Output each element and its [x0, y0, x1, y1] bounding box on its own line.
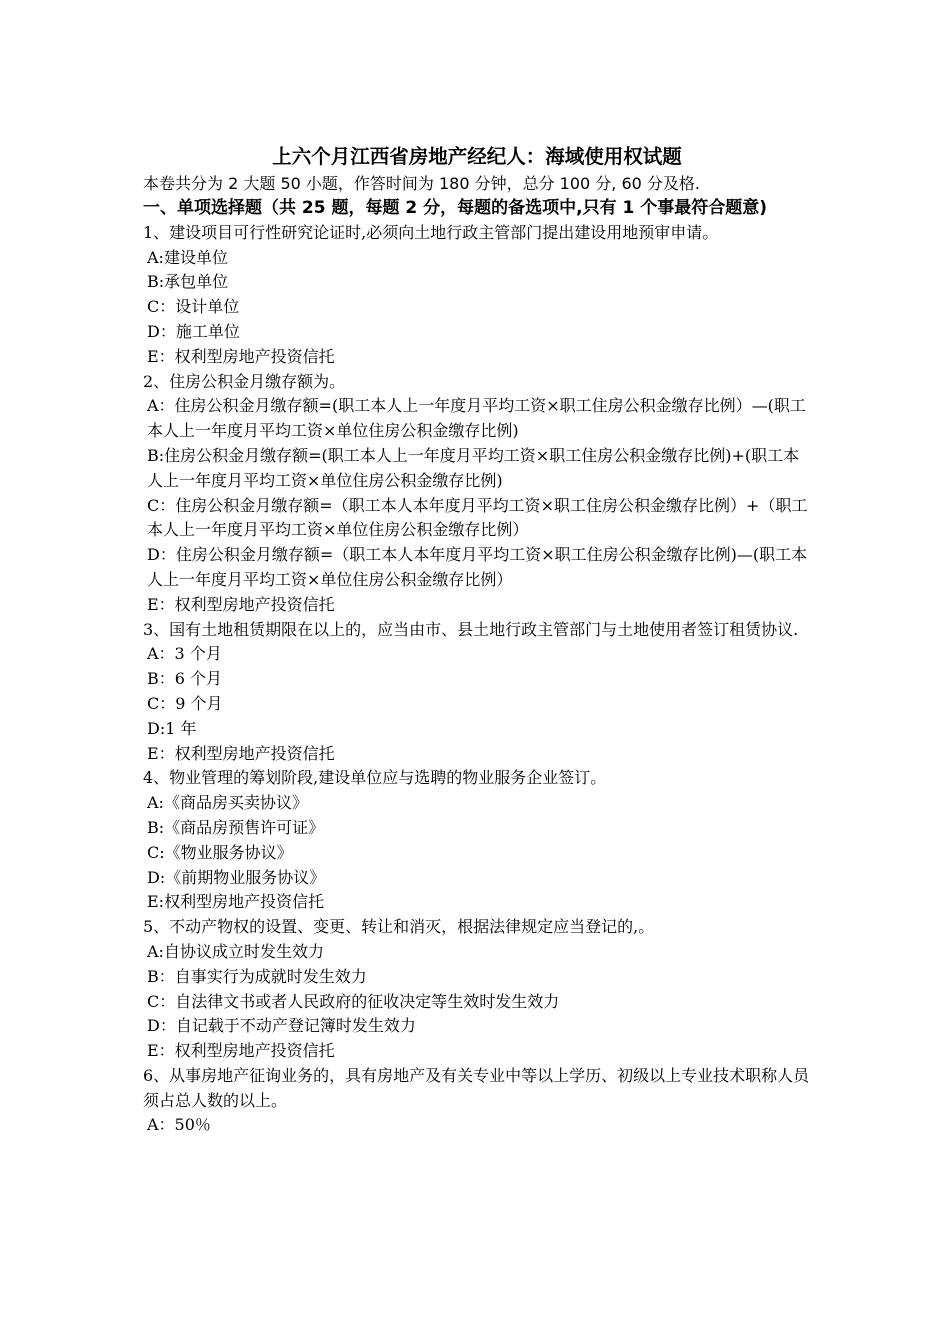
option-e: E：权利型房地产投资信托 [147, 743, 335, 763]
option-e: E：权利型房地产投资信托 [147, 1041, 335, 1061]
option-d: D：施工单位 [147, 321, 240, 341]
option-b: B：自事实行为成就时发生效力 [147, 966, 367, 986]
option-c: C：住房公积金月缴存额=（职工本人本年度月平均工资×职工住房公积金缴存比例）+（职工本人上一年度月平均工资×单位住房公积金缴存比例） [147, 495, 808, 540]
option-d: D：住房公积金月缴存额=（职工本人本年度月平均工资×职工住房公积金缴存比例)—(职工本人上一年度月平均工资×单位住房公积金缴存比例） [147, 545, 808, 589]
option-c: C:《物业服务协议》 [147, 842, 293, 862]
question-text: 2、住房公积金月缴存额为。 [143, 371, 346, 391]
option-c: C：自法律文书或者人民政府的征收决定等生效时发生效力 [147, 991, 560, 1011]
option-b: B:住房公积金月缴存额=(职工本人上一年度月平均工资×职工住房公积金缴存比例)+(职工本人上一年度月平均工资×单位住房公积金缴存比例) [147, 445, 800, 490]
document-page [143, 142, 811, 1138]
question-4 [143, 766, 811, 915]
option-c: C：9 个月 [147, 693, 223, 713]
question-3 [143, 618, 811, 767]
section-heading: 一、单项选择题（共 25 题，每题 2 分，每题的备选项中,只有 1 个事最符合题意) [143, 198, 768, 218]
question-text: 3、国有土地租赁期限在以上的，应当由市、县土地行政主管部门与土地使用者签订租赁协议. [143, 619, 799, 639]
option-e: E:权利型房地产投资信托 [147, 892, 325, 912]
question-text: 5、不动产物权的设置、变更、转让和消灭，根据法律规定应当登记的,。 [143, 917, 655, 937]
option-a: A：50％ [147, 1115, 211, 1135]
option-d: D:1 年 [147, 718, 197, 738]
question-5 [143, 915, 811, 1064]
document-title: 上六个月江西省房地产经纪人：海域使用权试题 [272, 145, 682, 168]
question-text: 6、从事房地产征询业务的，具有房地产及有关专业中等以上学历、初级以上专业技术职称人员须占总人数的以上。 [143, 1065, 810, 1110]
option-a: A:《商品房买卖协议》 [147, 793, 308, 813]
option-a: A:自协议成立时发生效力 [147, 941, 324, 961]
option-e: E：权利型房地产投资信托 [147, 346, 335, 366]
option-a: A:建设单位 [147, 247, 228, 267]
option-b: B:承包单位 [147, 272, 229, 292]
option-b: B：6 个月 [147, 669, 223, 689]
option-b: B:《商品房预售许可证》 [147, 817, 325, 837]
exam-intro: 本卷共分为 2 大题 50 小题，作答时间为 180 分钟，总分 100 分, 60 分及格. [143, 174, 701, 193]
option-a: A：3 个月 [147, 644, 222, 664]
option-d: D：自记载于不动产登记簿时发生效力 [147, 1016, 416, 1036]
question-6 [143, 1064, 811, 1138]
option-c: C：设计单位 [147, 297, 240, 317]
option-e: E：权利型房地产投资信托 [147, 594, 335, 614]
question-1 [143, 221, 811, 370]
question-text: 4、物业管理的筹划阶段,建设单位应与选聘的物业服务企业签订。 [143, 768, 607, 788]
question-text: 1、建设项目可行性研究论证时,必须向土地行政主管部门提出建设用地预审申请。 [143, 222, 719, 242]
option-d: D:《前期物业服务协议》 [147, 867, 326, 887]
option-a: A：住房公积金月缴存额=(职工本人上一年度月平均工资×职工住房公积金缴存比例）—(职工本人上一年度月平均工资×单位住房公积金缴存比例) [147, 396, 806, 441]
question-2 [143, 370, 811, 618]
